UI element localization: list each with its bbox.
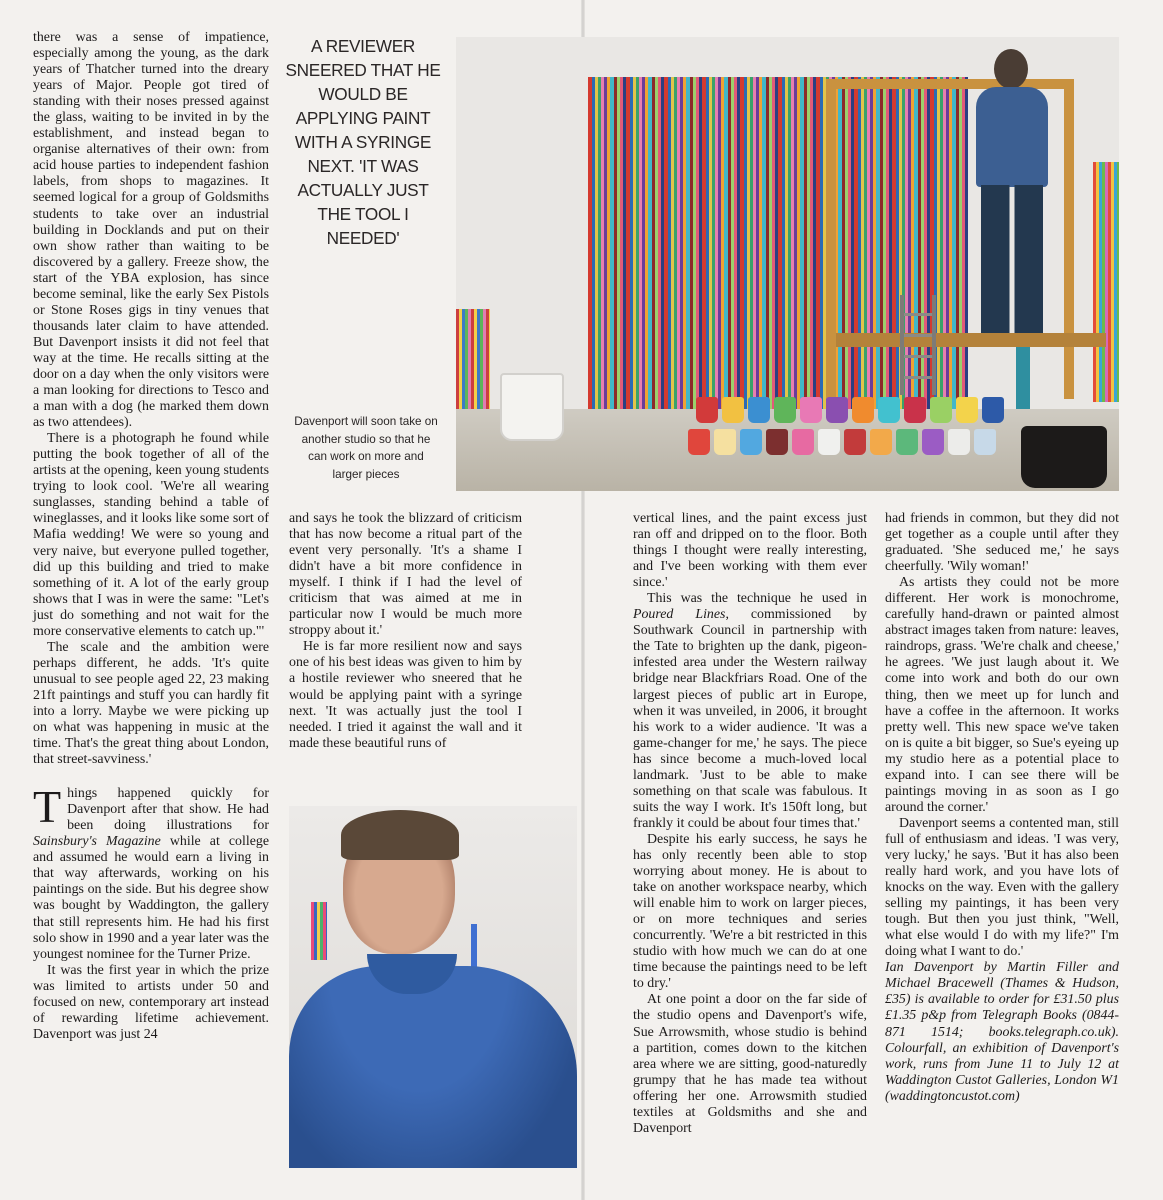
book-credits: Ian Davenport by Martin Filler and Michael Bracewell (Thames & Hudson, £35) is available to order for £31.50 plus £1.35 p&p from Telegraph Books (0844-871 1514; books.telegraph.co.uk). Colourfall, an exhibition of Davenport's work, runs from June 11 to July 12 at Waddington Custot Galleries, London W1 (waddingtoncustot.com): [885, 960, 1119, 1104]
background-painting-blue: [471, 924, 477, 968]
col3-paragraph-2-text-a: This was the technique he used in: [647, 591, 867, 607]
article-column-4: [885, 511, 1119, 1105]
col4-paragraph-3: Davenport seems a contented man, still full of enthusiasm and ideas. 'I was very, very lucky,' he says. 'But it has also been really hard work, and you have lots of knocks on the way. Even with the gallery selling my paintings, it has been very tough. But then you just think, "Well, what else would I do with my life?" I'm doing what I want to do.': [885, 815, 1119, 960]
col3-paragraph-2: [633, 591, 867, 832]
col1-paragraph-4-text-b: while at college and assumed he would earn a living in that way afterwards, working on his paintings on the side. But his degree show was bought by Waddington, the gallery that still represents him. He had his first solo show in 1990 and a year later was the youngest nominee for the Turner Prize.: [33, 834, 269, 962]
col3-paragraph-1: vertical lines, and the paint excess just ran off and dripped on to the floor. Both things I thought were really interesting, and I've been working with them ever since.': [633, 511, 867, 591]
paint-cups-front: [688, 429, 996, 457]
article-column-2: [289, 511, 522, 752]
col3-paragraph-4: At one point a door on the far side of the studio opens and Davenport's wife, Sue Arrowsmith, whose studio is behind a partition, comes down to the kitchen area where we are sitting, good-naturedly grumpy that he has made tea without offering her one. Arrowsmith studied textiles at Goldsmiths and she and Davenport: [633, 992, 867, 1136]
stepladder: [900, 295, 936, 395]
painter-shirt: [976, 87, 1048, 187]
col1-paragraph-1: there was a sense of impatience, especially among the young, as the dark years of Thatcher turned into the dreary years of Major. People got tired of standing with their noses pressed against the glass, waiting to be invited in by the establishment, and instead began to organise alternatives of their own: from acid house parties to independent fashion labels, from shops to magazines. It seemed logical for a group of Goldsmiths students to take over an industrial building in Docklands and put on their own show rather than waiting to be discovered by a gallery. Freeze show, the start of the YBA explosion, has since become seminal, like the early Sex Pistols or Stone Roses gigs in tiny venues that thousands later claim to have attended. But Davenport insists it did not feel that way at the time. He recalls sitting at the door on a day when the only visitors were a man looking for directions to Tesco and a man with a dog (he marked them down as two attendees).: [33, 30, 269, 431]
drop-cap: T: [33, 781, 62, 833]
col3-paragraph-3: Despite his early success, he says he has only recently been able to stop worrying about money. He is about to take on another workspace nearby, which will enable him to work on larger pieces, or on more techniques and series concurrently. 'We're a bit restricted in this studio with how much we can do at one time because the paintings need to be left to dry.': [633, 831, 867, 992]
col1-paragraph-2: There is a photograph he found while putting the book together of all of the artists at the opening, keen young students trying to look cool. 'We're all wearing sunglasses, standing behind a table of wineglasses, and it looks like some sort of Mafia wedding! We were so young and very naive, but everyone pulled together, did up this building and tried to make something of it. A lot of the early group shows that I was in were the same: "Let's just do something and not wait for the more conservative elements to catch up."': [33, 431, 269, 639]
col2-paragraph-2: He is far more resilient now and says one of his best ideas was given to him by a hostile reviewer who sneered that he would be applying paint with a syringe next. 'It was actually just the tool I needed. I tried it against the wall and it made these beautiful runs of: [289, 639, 522, 751]
magazine-title: Sainsbury's Magazine: [33, 834, 161, 850]
white-bucket: [500, 373, 564, 441]
narrow-stripe-painting: [1093, 162, 1119, 402]
background-painting: [311, 902, 327, 960]
col1-paragraph-3: The scale and the ambition were perhaps different, he adds. 'It's quite unusual to see people aged 22, 23 making 21ft paintings and stuff you can hardly fit into a lorry. Maybe we were picking up on what was happening in music at the time. That's the great thing about London, that street-savviness.': [33, 639, 269, 768]
artist-hair: [341, 810, 459, 860]
blue-polo-shirt: [289, 966, 577, 1168]
col2-paragraph-1: and says he took the blizzard of criticism that has now become a ritual part of the event very personally. 'It's a shame I didn't have a bit more confidence in myself. I think if I had the level of criticism that was aimed at me in particular now I would be much more stroppy about it.': [289, 511, 522, 639]
paint-cups-back: [696, 397, 1004, 425]
small-stripe-painting: [456, 309, 490, 419]
col3-paragraph-2-text-b: , commissioned by Southwark Council in partnership with the Tate to brighten up the dank, pigeon-infested area under the Western railway bridge near Blackfriars Road. One of the largest pieces of public art in Europe, when it was unveiled, in 2006, it brought his work to a wider audience. 'It was a game-changer for me,' he says. The piece has since become a much-loved local landmark. 'Just to be able to make something on that scale was fabulous. It suits the way I work. It's 150ft long, but frankly it could be about four times that.': [633, 607, 868, 831]
col4-paragraph-1: had friends in common, but they did not get together as a couple until after they graduated. 'She seduced me,' he says cheerfully. 'Wily woman!': [885, 511, 1119, 575]
pull-quote: A REVIEWER SNEERED THAT HE WOULD BE APPLYING PAINT WITH A SYRINGE NEXT. 'IT WAS ACTUALLY JUST THE TOOL I NEEDED': [285, 36, 441, 248]
artwork-title: Poured Lines: [633, 607, 726, 623]
photo-caption: Davenport will soon take on another studio so that he can work on more and larger pieces: [294, 415, 438, 481]
col4-paragraph-2: As artists they could not be more different. Her work is monochrome, carefully hand-drawn or painted almost abstract images taken from nature: leaves, raindrops, grass. 'We're chalk and cheese,' he agrees. 'We just laugh about it. We come into work and both do our own thing, then we meet up for lunch and have a coffee in the afternoon. It works pretty well. This new space we've taken on is quite a bit bigger, so Sue's eyeing up my studio here as a potential place to expand into. I can see there will be paintings moving in as soon as I go around the corner.': [885, 575, 1119, 815]
col1-paragraph-4: [33, 781, 269, 963]
studio-photo: [456, 37, 1119, 491]
article-column-1: [33, 30, 269, 1043]
painter-head: [994, 49, 1028, 89]
portrait-photo: [289, 806, 577, 1168]
painter-jeans: [981, 185, 1043, 335]
col1-paragraph-5: It was the first year in which the prize was limited to artists under 50 and focused on new, contemporary art instead of rewarding lifetime achievement. Davenport was just 24: [33, 962, 269, 1042]
black-bucket: [1021, 426, 1107, 488]
col1-paragraph-4-text-a: hings happened quickly for Davenport after that show. He had been doing illustrations for: [67, 786, 269, 834]
article-column-3: [633, 511, 867, 1137]
scaffold-plank: [836, 333, 1106, 347]
